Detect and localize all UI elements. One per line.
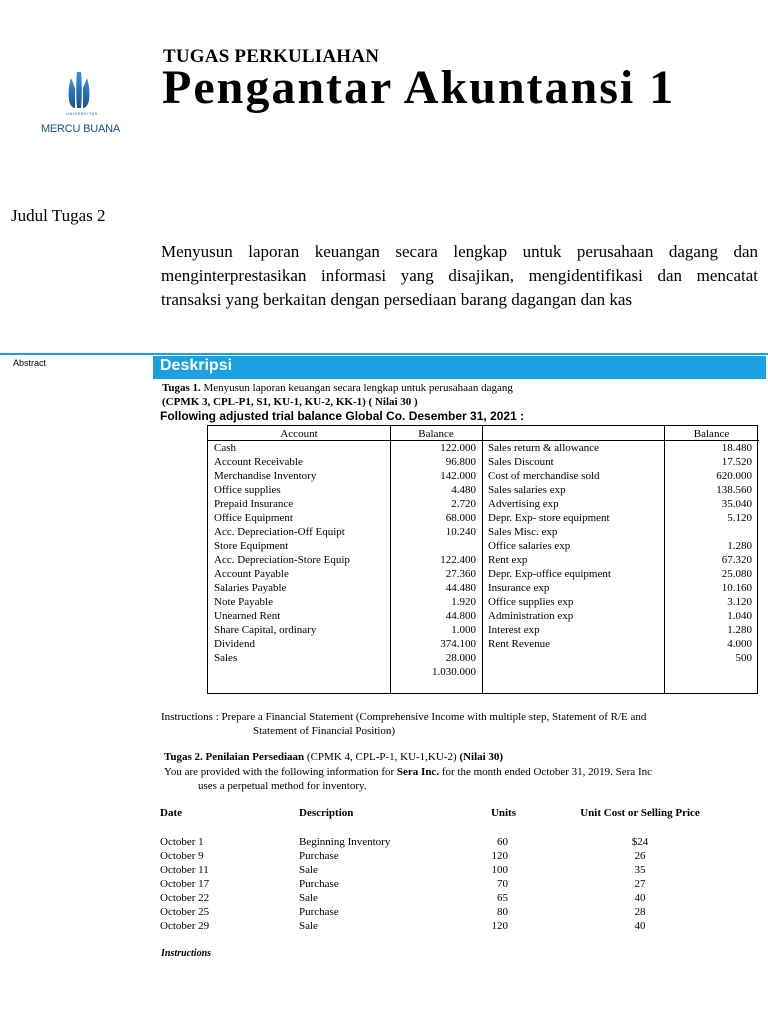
left-account-balance: 142.000 (440, 470, 476, 482)
inventory-cell: Purchase (299, 850, 339, 862)
inventory-header-cell: Unit Cost or Selling Price (580, 807, 700, 819)
course-supertitle: TUGAS PERKULIAHAN (163, 46, 380, 67)
tugas2-text-b: for the month ended October 31, 2019. Sera Inc (439, 766, 652, 778)
inventory-cell: October 25 (160, 906, 210, 918)
assignment-description: Menyusun laporan keuangan secara lengkap untuk perusahaan dagang dan menginterprestasikan informasi yang disajikan, mengidentifikasi dan mencatat transaksi yang berkaitan dengan persediaan barang dagangan dan kas (161, 242, 758, 309)
instructions-line-1: Instructions : Prepare a Financial Statement (Comprehensive Income with multiple step, Statement of R/E and (161, 711, 647, 723)
right-account-balance: 25.080 (721, 568, 752, 580)
left-account-name: Prepaid Insurance (214, 498, 294, 510)
left-account-name: Dividend (214, 638, 255, 650)
right-account-balance: 1.040 (727, 610, 752, 622)
inventory-header-cell: Description (299, 807, 354, 819)
right-account-name: Interest exp (488, 624, 540, 636)
tugas2-company: Sera Inc. (396, 766, 440, 778)
right-account-balance: 1.280 (727, 624, 752, 636)
right-account-balance: 35.040 (721, 498, 752, 510)
left-account-name: Office supplies (214, 484, 281, 496)
left-account-name: Salaries Payable (214, 582, 287, 594)
left-account-name: Acc. Depreciation-Off Equipt (214, 526, 345, 538)
right-account-name: Cost of merchandise sold (488, 470, 600, 482)
logo-university-name: MERCU BUANA (40, 123, 121, 135)
tugas2-intro (164, 765, 760, 793)
trial-balance-intro: Following adjusted trial balance Global Co. Desember 31, 2021 : (160, 409, 525, 423)
right-account-balance: 10.160 (721, 582, 752, 594)
left-account-name: Cash (214, 442, 236, 454)
tugas2-line (164, 751, 503, 763)
course-title: Pengantar Akuntansi 1 (162, 61, 676, 114)
section-divider (0, 353, 768, 355)
right-account-balance: 3.120 (727, 596, 752, 608)
tugas1-label: Tugas 1. (162, 382, 201, 394)
right-account-balance: 1.280 (727, 540, 752, 552)
right-account-name: Office supplies exp (488, 596, 574, 608)
inventory-cell: Sale (299, 920, 318, 932)
tugas1-instructions (161, 710, 759, 738)
left-account-balance: 44.800 (445, 610, 476, 622)
right-account-name: Rent exp (488, 554, 528, 566)
instructions-line-2: Statement of Financial Position) (253, 725, 396, 737)
right-account-name: Office salaries exp (488, 540, 571, 552)
inventory-cell: October 9 (160, 850, 204, 862)
abstract-label: Abstract (13, 358, 47, 368)
right-account-name: Advertising exp (488, 498, 559, 510)
left-account-balance: 1.030.000 (432, 666, 476, 678)
right-account-balance: 4.000 (727, 638, 752, 650)
inventory-cell: 120 (491, 850, 508, 862)
inventory-cell: 60 (497, 836, 508, 848)
header-balance-2: Balance (693, 428, 730, 440)
right-account-balance: 17.520 (721, 456, 752, 468)
deskripsi-header (153, 356, 766, 379)
inventory-cell: 35 (634, 864, 646, 876)
left-account-balance: 10.240 (445, 526, 476, 538)
right-account-balance: 67.320 (721, 554, 752, 566)
right-account-name: Sales salaries exp (488, 484, 566, 496)
left-account-balance: 28.000 (445, 652, 476, 664)
inventory-cell: $24 (631, 836, 649, 848)
inventory-cell: 70 (497, 878, 508, 890)
header-account: Account (280, 428, 318, 440)
left-account-balance: 96.800 (445, 456, 476, 468)
left-account-balance: 122.000 (440, 442, 476, 454)
mercu-buana-logo-icon (33, 70, 128, 115)
left-account-name: Account Payable (214, 568, 289, 580)
inventory-cell: October 22 (160, 892, 210, 904)
right-account-balance: 500 (735, 652, 752, 664)
right-account-balance: 620.000 (716, 470, 752, 482)
left-account-name: Office Equipment (214, 512, 293, 524)
inventory-cell: 40 (634, 892, 646, 904)
tugas1-text: Menyusun laporan keuangan secara lengkap untuk perusahaan dagang (200, 382, 513, 394)
right-account-name: Depr. Exp-office equipment (488, 568, 611, 580)
left-account-balance: 68.000 (445, 512, 476, 524)
inventory-cell: Purchase (299, 878, 339, 890)
left-account-name: Sales (214, 652, 238, 664)
inventory-cell: October 29 (160, 920, 210, 932)
inventory-cell: 80 (497, 906, 508, 918)
inventory-header-cell: Units (490, 807, 516, 819)
tugas2-label: Tugas 2. Penilaian Persediaan (164, 751, 305, 763)
inventory-cell: Purchase (299, 906, 339, 918)
tugas2-text-a: You are provided with the following information for (164, 766, 397, 778)
inventory-cell: 40 (634, 920, 646, 932)
tugas1-codes: (CPMK 3, CPL-P1, S1, KU-1, KU-2, KK-1) ( Nilai 30 ) (162, 396, 418, 408)
left-account-balance: 27.360 (445, 568, 476, 580)
inventory-cell: 27 (634, 878, 646, 890)
left-account-balance: 2.720 (451, 498, 476, 510)
left-account-balance: 4.480 (451, 484, 476, 496)
university-logo (33, 70, 128, 142)
inventory-cell: 26 (634, 850, 646, 862)
right-account-name: Sales return & allowance (488, 442, 599, 454)
right-account-name: Rent Revenue (488, 638, 551, 650)
deskripsi-title: Deskripsi (160, 357, 233, 374)
left-account-balance: 1.920 (451, 596, 476, 608)
logo-university-label: UNIVERSITAS (66, 111, 98, 116)
left-account-balance: 122.400 (440, 554, 476, 566)
left-account-name: Note Payable (214, 596, 273, 608)
inventory-cell: 28 (634, 906, 646, 918)
left-account-balance: 1.000 (451, 624, 476, 636)
assignment-label: Judul Tugas 2 (11, 206, 106, 225)
left-account-name: Merchandise Inventory (214, 470, 317, 482)
left-account-balance: 44.480 (445, 582, 476, 594)
inventory-cell: Sale (299, 892, 318, 904)
tugas1-line (162, 381, 513, 395)
trial-balance-table (207, 425, 758, 694)
inventory-cell: 100 (491, 864, 508, 876)
inventory-cell: October 17 (160, 878, 210, 890)
tugas2-nilai: (Nilai 30) (459, 751, 504, 763)
tugas2-text-c: uses a perpetual method for inventory. (198, 780, 367, 792)
right-account-name: Administration exp (488, 610, 574, 622)
inventory-cell: 65 (497, 892, 508, 904)
tugas2-instructions: Instructions (161, 948, 212, 959)
right-account-name: Sales Discount (488, 456, 554, 468)
left-account-name: Acc. Depreciation-Store Equip (214, 554, 350, 566)
right-account-name: Insurance exp (488, 582, 550, 594)
left-account-balance: 374.100 (440, 638, 476, 650)
right-account-balance: 138.560 (716, 484, 752, 496)
inventory-cell: October 11 (160, 864, 209, 876)
left-account-name: Unearned Rent (214, 610, 281, 622)
right-account-balance: 18.480 (721, 442, 752, 454)
inventory-cell: Sale (299, 864, 318, 876)
inventory-cell: Beginning Inventory (299, 836, 391, 848)
right-account-balance: 5.120 (727, 512, 752, 524)
tugas2-codes: (CPMK 4, CPL-P-1, KU-1,KU-2) (304, 751, 460, 763)
left-account-name: Store Equipment (214, 540, 289, 552)
right-account-name: Depr. Exp- store equipment (488, 512, 610, 524)
right-account-name: Sales Misc. exp (488, 526, 558, 538)
left-account-name: Account Receivable (214, 456, 303, 468)
inventory-cell: 120 (491, 920, 508, 932)
header-balance: Balance (418, 428, 454, 440)
inventory-header-cell: Date (160, 807, 182, 819)
left-account-name: Share Capital, ordinary (214, 624, 317, 636)
inventory-cell: October 1 (160, 836, 204, 848)
